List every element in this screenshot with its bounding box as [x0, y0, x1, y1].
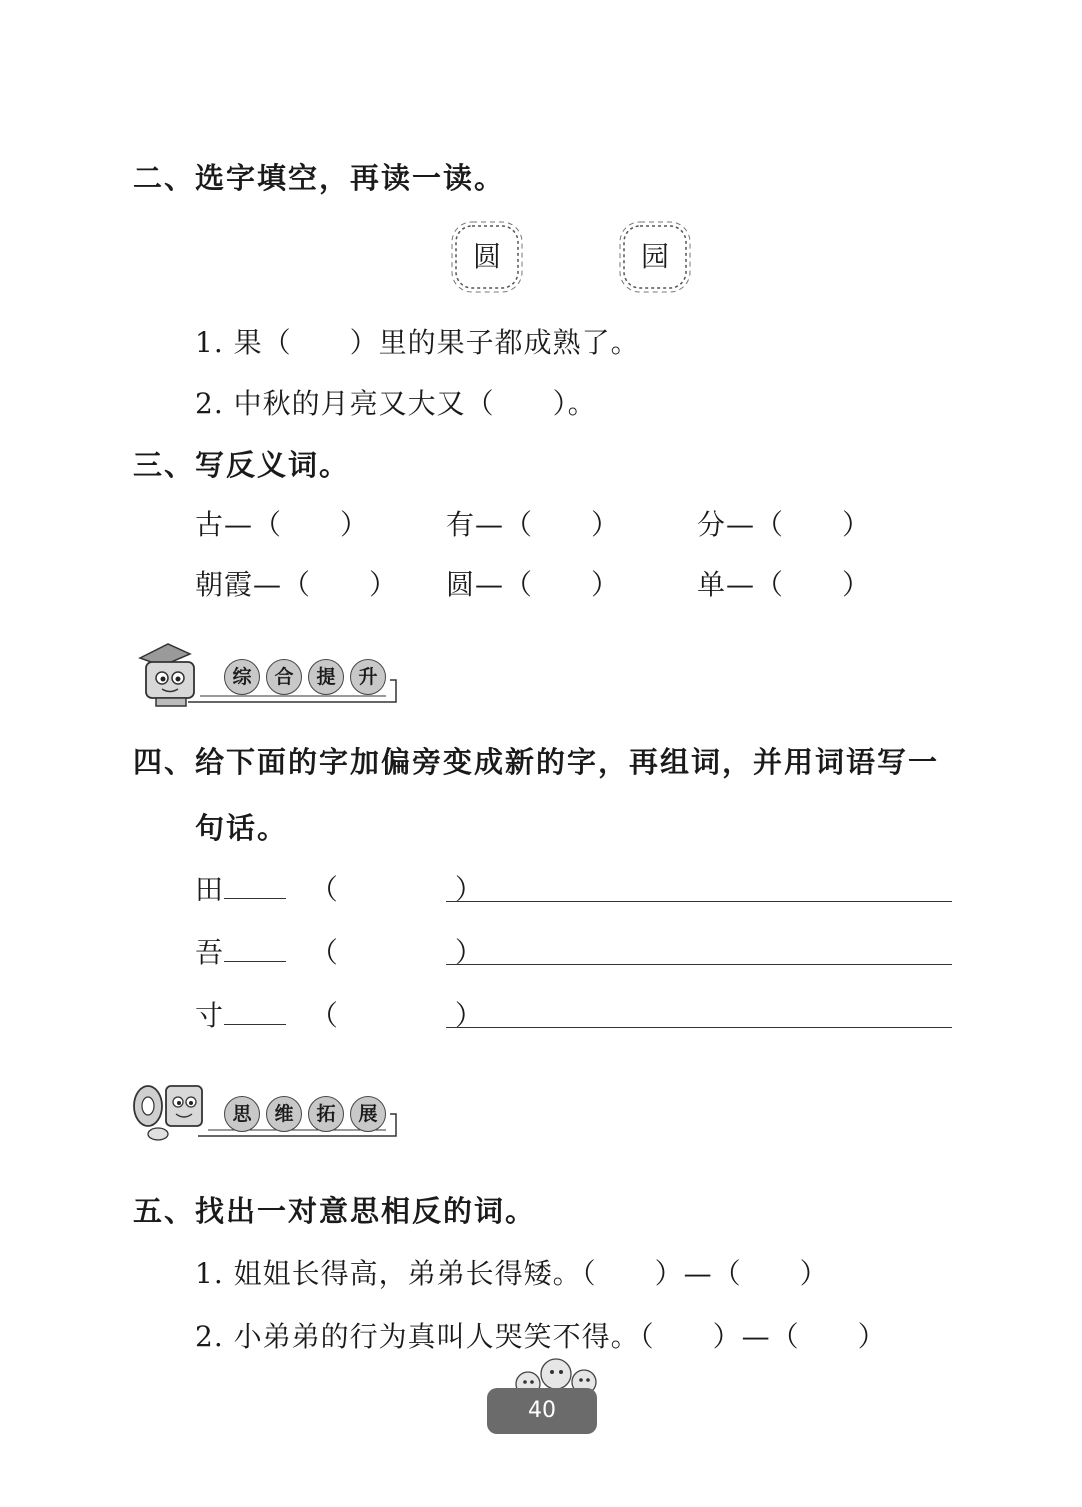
radical-row-1	[195, 868, 484, 908]
sentence-line-3[interactable]	[446, 1027, 952, 1028]
antonym-4: 朝霞—（ ）	[195, 568, 399, 601]
banner-char: 升	[350, 659, 386, 695]
banner-char: 维	[266, 1096, 302, 1132]
word-paren: （ ）	[309, 936, 484, 969]
antonym-6: 单—（ ）	[697, 568, 872, 601]
item-text: 姐姐长得高，弟弟长得矮。（ ）—（ ）	[233, 1257, 829, 1290]
antonym-3: 分—（ ）	[697, 508, 872, 541]
page-number: 40	[487, 1388, 597, 1434]
banner-char: 拓	[308, 1096, 344, 1132]
item-text: 中秋的月亮又大又（ ）。	[233, 387, 597, 420]
sentence-line-2[interactable]	[446, 964, 952, 965]
radical-row-2	[195, 931, 484, 971]
answer-blank[interactable]	[224, 961, 286, 962]
item-number: 2.	[195, 1320, 224, 1353]
banner-char: 展	[350, 1096, 386, 1132]
antonym-2: 有—（ ）	[446, 508, 621, 541]
answer-blank[interactable]	[224, 1024, 286, 1025]
answer-blank[interactable]	[224, 898, 286, 899]
word-paren: （ ）	[309, 873, 484, 906]
base-char: 田	[195, 873, 225, 906]
base-char: 吾	[195, 936, 225, 969]
banner-char: 提	[308, 659, 344, 695]
item-number: 1.	[195, 1257, 224, 1290]
section5-item-1	[195, 1252, 829, 1292]
choice-char-2: 园	[640, 240, 669, 273]
choice-box-2	[617, 219, 693, 295]
item-text: 果（ ）里的果子都成熟了。	[233, 326, 640, 359]
choice-box-1	[449, 219, 525, 295]
radical-row-3	[195, 994, 484, 1034]
section5-item-2	[195, 1315, 887, 1355]
section2-title: 二、选字填空，再读一读。	[133, 161, 506, 195]
item-number: 2.	[195, 387, 224, 420]
choice-char-1: 圆	[472, 240, 501, 273]
antonym-5: 圆—（ ）	[446, 568, 621, 601]
word-paren: （ ）	[309, 999, 484, 1032]
section4-title-line1: 四、给下面的字加偏旁变成新的字，再组词，并用词语写一	[133, 745, 940, 779]
base-char: 寸	[195, 999, 225, 1032]
section2-item-2	[195, 382, 597, 422]
item-number: 1.	[195, 326, 224, 359]
item-text: 小弟弟的行为真叫人哭笑不得。（ ）—（ ）	[233, 1320, 887, 1353]
sentence-line-1[interactable]	[446, 901, 952, 902]
banner-char: 综	[224, 659, 260, 695]
section-banner-comprehensive	[128, 640, 398, 710]
section-banner-extension	[128, 1076, 398, 1146]
antonym-1: 古—（ ）	[195, 508, 370, 541]
section5-title: 五、找出一对意思相反的词。	[133, 1194, 537, 1228]
banner-char: 合	[266, 659, 302, 695]
section2-item-1	[195, 321, 640, 361]
banner-char: 思	[224, 1096, 260, 1132]
section3-title: 三、写反义词。	[133, 448, 351, 482]
section4-title-line2: 句话。	[195, 811, 289, 845]
